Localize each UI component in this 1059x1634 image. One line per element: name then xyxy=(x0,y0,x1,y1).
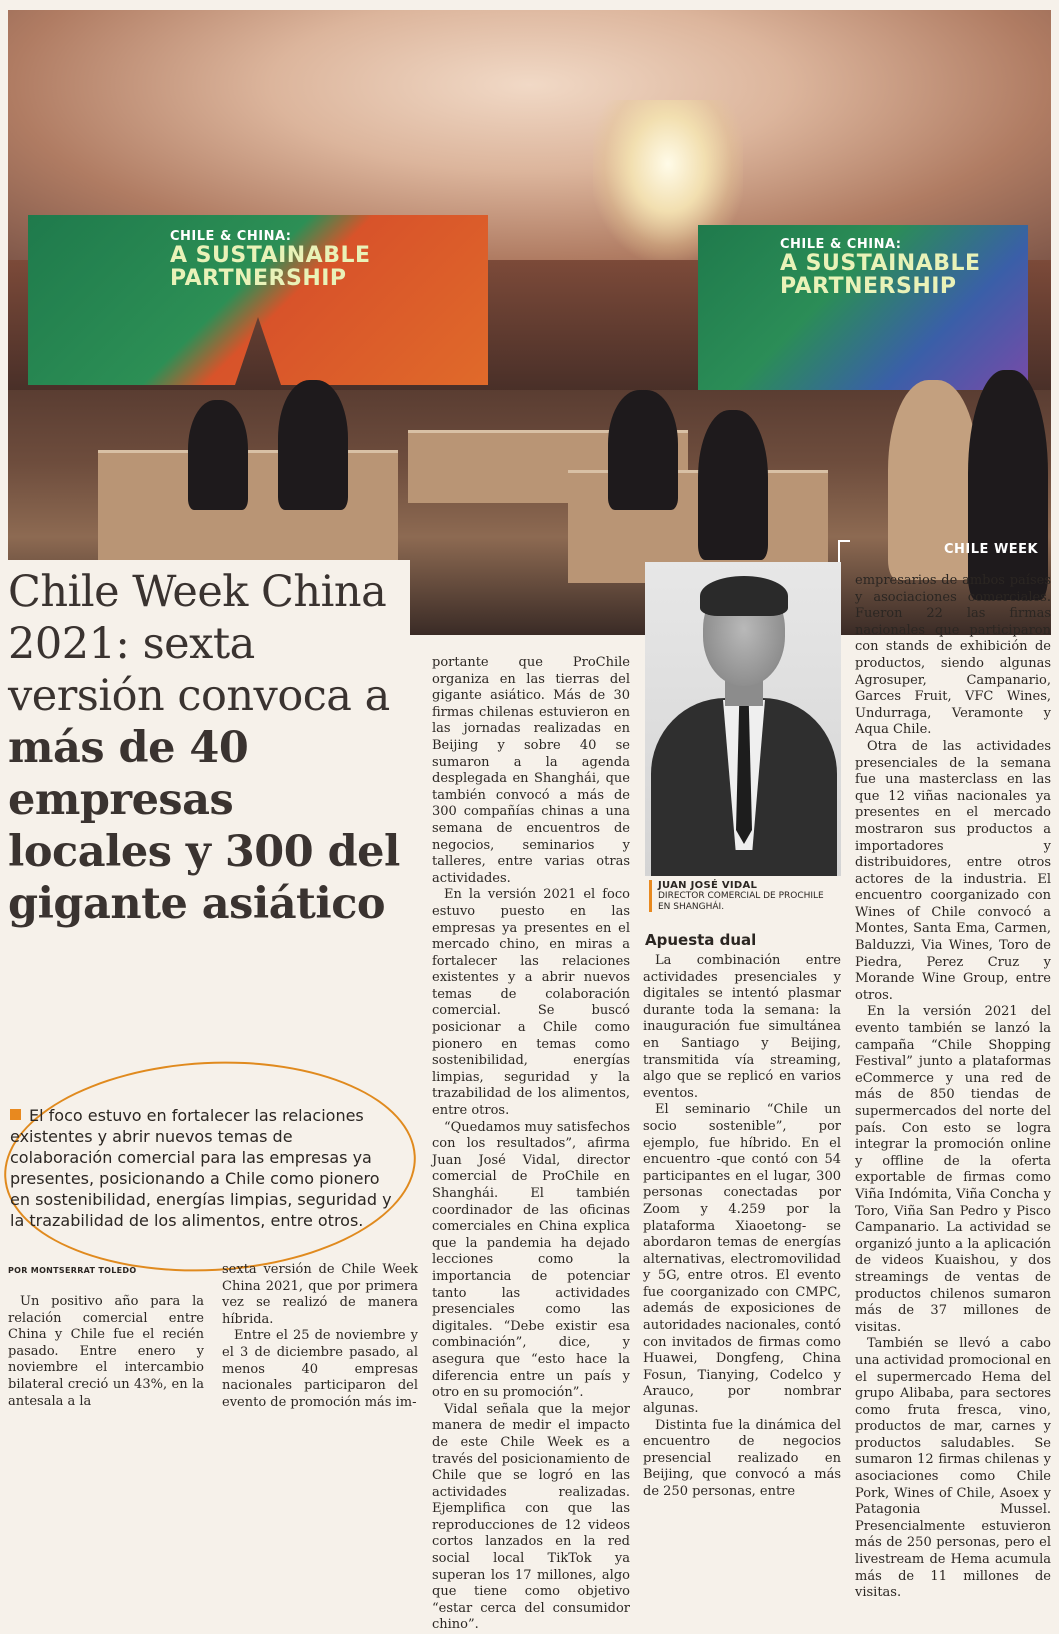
attendee xyxy=(698,410,768,560)
photo-tag-bracket xyxy=(838,540,850,562)
byline: POR MONTSERRAT TOLEDO xyxy=(8,1266,137,1275)
caption-bar xyxy=(649,880,652,912)
article-column-3 xyxy=(432,655,630,1634)
photo-caption xyxy=(658,880,838,913)
portrait-photo xyxy=(645,562,841,876)
paragraph: En la versión 2021 el foco estuvo puesto en las empresas ya presentes en el mercado chino, en miras a fortalecer las relaciones existentes y a abrir nuevos temas de colaboración comercial. Se buscó posicionar a Chile como pionero en temas como sostenibilidad, energías limpias, seguridad y la trazabilidad de los alimentos, entre otros. xyxy=(432,887,630,1119)
headline-bold: más de 40 empresas locales y 300 del gigante asiático xyxy=(8,723,400,929)
paragraph: Entre el 25 de noviembre y el 3 de diciembre pasado, al menos 40 empresas nacionales participaron del evento de promoción más im- xyxy=(222,1328,418,1410)
paragraph: En la versión 2021 del evento también se lanzó la campaña “Chile Shopping Festival” junto a plataformas eCommerce y una red de más de 850 tiendas de supermercados del norte del país. Con esto se logra integrar la promoción online y offline de la oferta exportable de firmas como Viña Indómita, Viña Concha y Toro, Viña San Pedro y Pisco Campanario. La actividad se organizó junto a la aplicación de videos Kuaishou, y dos streamings de ventas de productos chilenos sumaron más de 37 millones de visitas. xyxy=(855,1004,1051,1335)
headline xyxy=(8,566,408,930)
orange-square-icon xyxy=(10,1109,21,1120)
photo-tag: CHILE WEEK xyxy=(944,542,1039,557)
paragraph: Otra de las actividades presenciales de la semana fue una masterclass en las que 12 viñas nacionales ya presentes en el mercado mostraron sus productos a importadores y distribuidores, entre otros actores de la industria. El encuentro coorganizado con Wines of Chile convocó a Montes, Santa Ema, Carmen, Balduzzi, Via Wines, Toro de Piedra, Perez Cruz y Morande Wine Group, entre otros. xyxy=(855,738,1051,1003)
event-photo xyxy=(8,10,1051,635)
attendee xyxy=(188,400,248,510)
paragraph: También se llevó a cabo una actividad promocional en el supermercado Hema del grupo Alibaba, para sectores como fruta fresca, vino, productos de mar, carnes y productos saludables. Se sumaron 12 firmas chilenas y asociaciones como Chile Pork, Wines of Chile, Asoex y Patagonia Mussel. Presencialmente estuvieron más de 250 personas, pero el livestream de Hema acumula más de 11 millones de visitas. xyxy=(855,1336,1051,1601)
banner-right-text: CHILE & CHINA: A SUSTAINABLE PARTNERSHIP xyxy=(780,237,981,299)
lead-paragraph: El foco estuvo en fortalecer las relaciones existentes y abrir nuevos temas de colaboración comercial para las empresas ya presentes, posicionando a Chile como pionero en sostenibilidad, energías limpias, seguridad y la trazabilidad de los alimentos, entre otros. xyxy=(10,1106,392,1230)
paragraph: “Quedamos muy satisfechos con los resultados”, afirma Juan José Vidal, director comercial de ProChile en Shanghái. El también coordinador de las oficinas comerciales en China explica que la pandemia ha dejado lecciones como la importancia de potenciar tanto las actividades presenciales como las digitales. “Debe existir esa combinación”, dice, y asegura que “esto hace la diferencia entre un país y otro en su promoción”. xyxy=(432,1119,630,1401)
article-column-2 xyxy=(222,1262,418,1411)
portrait-hair xyxy=(700,576,788,616)
paragraph: sexta versión de Chile Week China 2021, que por primera vez se realizó de manera híbrida. xyxy=(222,1262,418,1327)
paragraph: El seminario “Chile un socio sostenible”, por ejemplo, fue híbrido. En el encuentro -que contó con 54 participantes en el lugar, 300 personas conectadas por Zoom y 4.259 por la plataforma Xiaoetong- se abordaron temas de energías alternativas, electromovilidad y 5G, entre otros. El evento fue coorganizado con CMPC, además de exposiciones de autoridades nacionales, contó con invitados de firmas como Huawei, Dongfeng, China Fosun, Tianying, Codelco y Arauco, por nombrar algunas. xyxy=(643,1102,841,1417)
paragraph: La combinación entre actividades presenciales y digitales se intentó plasmar durante toda la semana: la inauguración fue simultánea en Santiago y Beijing, transmitida vía streaming, algo que se replicó en varios eventos. xyxy=(643,953,841,1101)
paragraph: Distinta fue la dinámica del encuentro de negocios presencial realizado en Beijing, que convocó a más de 250 personas, entre xyxy=(643,1417,841,1499)
caption-name: JUAN JOSÉ VIDAL xyxy=(658,880,758,891)
caption-role: DIRECTOR COMERCIAL DE PROCHILE EN SHANGHÁI. xyxy=(658,891,824,912)
attendee xyxy=(968,370,1048,600)
attendee xyxy=(278,380,348,510)
article-column-4 xyxy=(643,953,841,1501)
paragraph: Un positivo año para la relación comercial entre China y Chile fue el recién pasado. Entre enero y noviembre el intercambio bilateral creció un 43%, en la antesala a la xyxy=(8,1294,204,1409)
article-column-1 xyxy=(8,1294,204,1410)
paragraph: Vidal señala que la mejor manera de medir el impacto de este Chile Week es a través del posicionamiento de Chile que se logró en las actividades realizadas. Ejemplifica con que las reproducciones de 12 videos cortos lanzados en la red social local TikTok ya superan los 17 millones, algo que tiene como objetivo “estar cerca del consumidor chino”. xyxy=(432,1401,630,1633)
headline-light: Chile Week China 2021: sexta versión convoca a xyxy=(8,567,390,721)
paragraph: empresarios de ambos países y asociaciones comerciales. Fueron 22 las firmas nacionales que participaron con stands de exhibición de productos, siendo algunas Agrosuper, Campanario, Garces Fruit, VFC Wines, Undurraga, Veramonte y Aqua Chile. xyxy=(855,573,1051,738)
banner-left-text: CHILE & CHINA: A SUSTAINABLE PARTNERSHIP xyxy=(170,229,371,291)
article-column-5 xyxy=(855,573,1051,1602)
paragraph: portante que ProChile organiza en las tierras del gigante asiático. Más de 30 firmas chilenas estuvieron en las jornadas realizadas en Beijing y sobre 40 se sumaron a la agenda desplegada en Shanghái, que también convocó a más de 300 compañías chinas a una semana de encuentros de negocios, seminarios y talleres, entre varias otras actividades. xyxy=(432,655,630,886)
subhead: Apuesta dual xyxy=(645,931,757,949)
table-left xyxy=(98,450,398,573)
attendee xyxy=(608,390,678,510)
